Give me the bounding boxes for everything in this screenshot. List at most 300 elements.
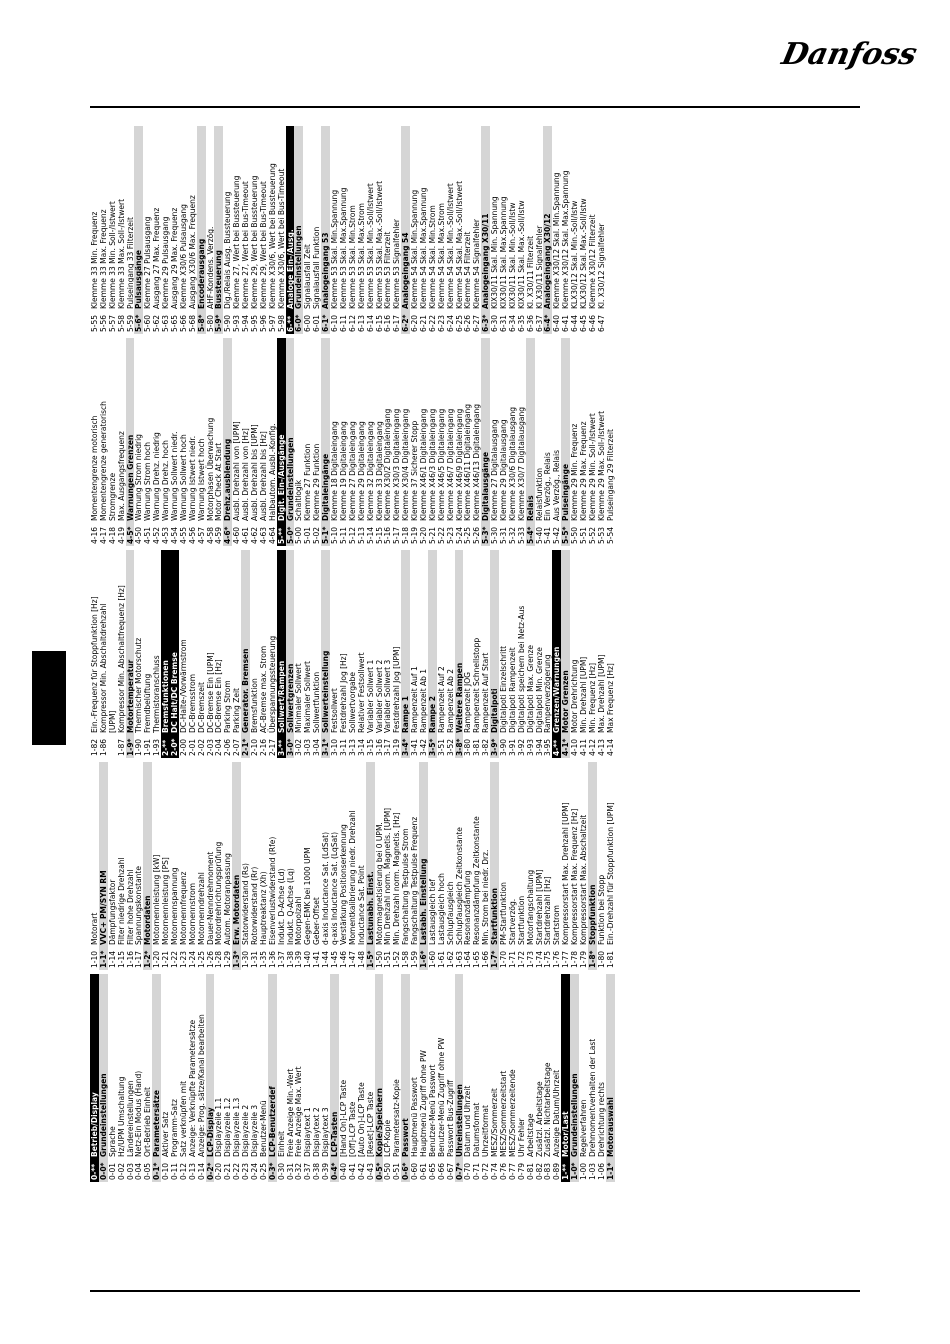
parameter-name: Kompressorstart Max. Frequenz [Hz] [570,808,580,945]
parameter-name: Klemme 54 Signalfehler [472,219,482,309]
parameter-row [419,974,428,1182]
parameter-row [597,126,606,334]
parameter-row [312,126,321,334]
parameter-row [188,550,197,758]
parameter-code: 5-15 [374,526,384,544]
parameter-name: Grundeinstellungen [285,437,295,521]
parameter-name: Displayzeile 1.2 [223,1097,233,1157]
parameter-code: 0-43 [365,1162,375,1180]
parameter-row [366,338,375,546]
parameter-row [170,338,179,546]
parameter-row [250,126,259,334]
parameter-name: Schlupfausgleich [445,881,455,945]
parameter-name: Thermistoranschluss [152,655,162,733]
parameter-group-header [268,974,277,1182]
parameter-code: 3-14 [356,738,366,756]
parameter-row [463,974,472,1182]
parameter-code: 5-21 [427,526,437,544]
parameter-row [588,550,597,758]
parameter-name: Rampe 1 [401,696,411,733]
parameter-code: 6-26 [463,314,473,332]
parameter-name: Digitalpoti Rampenzeit [507,647,517,733]
parameter-code: 6-24 [445,314,455,332]
parameter-row [535,762,544,970]
parameter-code: 6-22 [427,314,437,332]
parameter-code: 0-71 [472,1162,482,1180]
parameter-row [223,974,232,1182]
parameter-code: 1-6* [418,950,428,968]
parameter-name: Lastausgleich hoch [436,873,446,945]
parameter-row [330,762,339,970]
parameter-name: Klemme X30/12 Skal. Max.Spannung [561,170,571,309]
parameter-row [597,550,606,758]
parameter-code: 1-3* [232,950,242,968]
parameter-row [597,762,606,970]
parameter-row [321,762,330,970]
parameter-row [481,974,490,1182]
parameter-code: 6-41 [561,314,571,332]
parameter-group-header [490,550,499,758]
parameter-row [588,126,597,334]
parameter-row [294,762,303,970]
parameter-row [561,762,570,970]
parameter-code: 3-94 [534,738,544,756]
parameter-row [312,550,321,758]
parameter-row [134,762,143,970]
parameter-code: 6-36 [525,314,535,332]
parameter-code: 1-80 [596,950,606,968]
parameter-name: Autom. Motoranpassung [223,853,233,945]
parameter-code: 3-4* [401,738,411,756]
parameter-name: Funktion bei Stopp [596,874,606,945]
parameter-code: 2-04 [214,738,224,756]
parameter-row [197,762,206,970]
parameter-code: 4-1* [561,738,571,756]
parameter-name: Startdrehzahl [UPM] [534,869,544,945]
parameter-code: 5-01 [303,526,313,544]
parameter-name: Startfunktion [516,895,526,945]
parameter-row [375,126,384,334]
parameter-code: 0-13 [187,1162,197,1180]
parameter-code: 0-76 [498,1162,508,1180]
parameter-code: 4-10 [570,738,580,756]
parameter-code: 6-25 [454,314,464,332]
parameter-name: Klemme 53 Filterzeit [383,231,393,309]
parameter-name: Schaltlogik [294,479,304,521]
parameter-code: 6-** [285,315,295,332]
parameter-code: 0-51 [392,1162,402,1180]
parameter-row [90,762,99,970]
parameter-name: [UPM] [107,710,117,733]
parameter-group-header [543,126,552,334]
parameter-name: Satz verknüpfen mit [178,1080,188,1157]
parameter-row [508,338,517,546]
parameter-name: Fangschaltung Testpulse Strom [401,828,411,945]
parameter-row [455,338,464,546]
parameter-row [339,550,348,758]
parameter-code: 1-23 [178,950,188,968]
parameter-name: Klemme 27, Wert bei Bussteuerung [232,175,242,309]
parameter-row [499,762,508,970]
parameter-code: 1-44 [321,950,331,968]
parameter-row [526,126,535,334]
parameter-code: 1-70 [498,950,508,968]
parameter-name: Kl. X30/11 Filterzeit [525,235,535,309]
parameter-row [499,338,508,546]
parameter-code: 5-53 [596,526,606,544]
parameter-name: Generator. Bremsen [241,648,251,733]
parameter-name: Warnung Istwert hoch [196,438,206,521]
parameter-code: 3-16 [374,738,384,756]
parameter-name: Warnung Strom niedrig [134,434,144,521]
parameter-code: 6-12 [347,314,357,332]
parameter-row [570,762,579,970]
parameter-row [259,338,268,546]
parameter-row [526,762,535,970]
parameter-code: 4-16 [90,526,99,544]
parameter-name: Variabler Sollwert 3 [383,659,393,733]
parameter-name: Sollwertgrenzen [285,663,295,733]
parameter-name: Klemme X30/6, Wert bei Bus-Timeout [276,168,286,309]
parameter-code: 0-5* [374,1162,384,1180]
parameter-code: 1-58 [401,950,411,968]
parameter-code: 0-21 [223,1162,233,1180]
parameter-group-header [214,126,223,334]
parameter-code: 4-59 [214,526,224,544]
parameter-name: Programm-Satz [170,1099,180,1157]
parameter-name: Rampenzeit Auf 1 [410,666,420,733]
parameter-code: 5-95 [250,314,260,332]
parameter-code: 0-10 [161,1162,171,1180]
parameter-code: 0-6* [401,1162,411,1180]
parameter-row [526,974,535,1182]
parameter-name: AC-Bremse max. Strom [258,645,268,733]
parameter-code: 4-63 [258,526,268,544]
parameter-name: Warnung Drehz. niedrig [152,432,162,521]
parameter-name: Lastabh. Einstellung [418,858,428,945]
parameter-code: 0-01 [107,1162,117,1180]
parameter-row [357,762,366,970]
parameter-name: Min. Drehzahl norm. Magnetis. [Hz] [392,812,402,945]
parameter-row [206,126,215,334]
parameter-name: Motornennleistung [kW] [152,854,162,945]
parameter-row [259,126,268,334]
parameter-row [214,338,223,546]
parameter-row [463,550,472,758]
parameter-code: 1-47 [347,950,357,968]
parameter-name: [Reset]-LCP Taste [365,1091,375,1157]
parameter-code: 2-0* [170,738,180,756]
parameter-name: Displayzeile 1.1 [214,1097,224,1157]
parameter-code: 5-33 [516,526,526,544]
parameter-group-header [126,338,135,546]
parameter-row [339,762,348,970]
parameter-code: 5-26 [472,526,482,544]
parameter-code: 6-35 [516,314,526,332]
parameter-name: Klemme 54 Skal. Max.Strom [436,203,446,309]
parameter-row [312,762,321,970]
parameter-row [143,338,152,546]
parameter-row [259,974,268,1182]
parameter-name: Regelverfahren [578,1099,588,1157]
parameter-code: 6-10 [330,314,340,332]
parameter-code: 2-01 [187,738,197,756]
parameter-name: Motornenndrehzahl [196,872,206,945]
parameter-name: Kl X30/11 Signalfehler [534,225,544,309]
parameter-name: Motor/Last [561,1111,571,1157]
parameter-name: Klemme 53 Signalfehler [392,219,402,309]
parameter-code: 4-64 [267,526,277,544]
parameter-code: 0-77 [507,1162,517,1180]
parameter-name: Stromgrenze [107,472,117,521]
parameter-row [152,762,161,970]
parameter-code: 0-37 [303,1162,313,1180]
parameter-row [508,126,517,334]
parameter-overview-table [90,122,860,1182]
table-column-1 [90,974,860,1182]
parameter-code: 1-0* [570,1162,580,1180]
parameter-name: Klemme X30/3 Digitaleingang [392,408,402,521]
parameter-row [108,338,117,546]
parameter-code: 3-19 [392,738,402,756]
parameter-code: 1-90 [134,738,144,756]
parameter-code: 1-46 [338,950,348,968]
parameter-name: LCP-Tasten [330,1111,340,1157]
parameter-code: 6-0* [294,314,304,332]
parameter-name: Digitalpoti [490,688,500,733]
parameter-row [161,338,170,546]
parameter-name: Max. Ausgangsfrequenz [116,431,126,521]
parameter-code: 1-22 [170,950,180,968]
parameter-code: 6-01 [312,314,322,332]
parameter-code: 1-36 [267,950,277,968]
parameter-row [543,974,552,1182]
parameter-name: Sollwertfunktion [312,671,322,733]
parameter-name: Pulseingang 29 Filterzeit [605,429,615,521]
parameter-name: Digitaleingänge [321,453,331,521]
parameter-code: 1-** [561,1163,571,1180]
parameter-row [250,338,259,546]
parameter-code: 2-16 [258,738,268,756]
parameter-row [197,974,206,1182]
parameter-group-header [197,126,206,334]
parameter-row [383,762,392,970]
parameter-code: 5-56 [98,314,108,332]
table-column-3 [90,550,860,758]
parameter-name: Min Drehzahl norm. Magnetis. [UPM] [383,807,393,945]
parameter-name: Startdrehzahl [Hz] [543,876,553,945]
parameter-row [99,338,108,546]
parameter-code: 1-41 [312,950,322,968]
parameter-code: 0-66 [436,1162,446,1180]
parameter-group-header [321,550,330,758]
parameter-row [179,974,188,1182]
parameter-code: 1-87 [116,738,126,756]
parameter-group-header [366,762,375,970]
parameter-name: Klemme 53 Skal. Max.Spannung [338,187,348,309]
parameter-code: 1-76 [552,950,562,968]
parameter-code: 5-40 [534,526,544,544]
parameter-name: Kompressor Min. Abschaltdrehzahl [98,603,108,733]
parameter-row [206,338,215,546]
parameter-code: 1-60 [427,950,437,968]
parameter-name: Klemme 29 Max. Frequenz [578,421,588,521]
parameter-code: 1-21 [161,950,171,968]
parameter-code: 2-06 [223,738,233,756]
parameter-code: 0-22 [232,1162,242,1180]
parameter-name: Netz-Ein Modus (Hand) [134,1070,144,1157]
parameter-name: Digit. Ein-/Ausgänge [276,434,286,521]
parameter-code: 4-52 [152,526,162,544]
parameter-row [117,126,126,334]
parameter-name: Displayzeile 1.3 [232,1097,242,1157]
parameter-code: 4-57 [196,526,206,544]
parameter-code: 1-31 [250,950,260,968]
parameter-name: LCP-Display [205,1107,215,1157]
parameter-name: Festdrehzahl Jog [UPM] [392,646,402,733]
parameter-code: 1-48 [356,950,366,968]
parameter-name: Datum und Uhrzeit [463,1085,473,1157]
parameter-row [552,338,561,546]
parameter-row [579,974,588,1182]
parameter-code: 1-7* [490,950,500,968]
parameter-name: Grundeinstellungen [294,225,304,309]
parameter-row [437,550,446,758]
parameter-row [348,762,357,970]
parameter-row [570,126,579,334]
parameter-code: 5-0* [285,526,295,544]
parameter-code: 2-1* [241,738,251,756]
parameter-code: 4-58 [205,526,215,544]
parameter-code: 0-40 [338,1162,348,1180]
parameter-code: 0-23 [241,1162,251,1180]
parameter-code: 0-** [90,1163,99,1180]
parameter-row [143,974,152,1182]
parameter-name: Drehz.ausblendung [223,438,233,521]
parameter-row [472,550,481,758]
parameter-name: Zusätzl. Nichtarbeitstage [543,1062,553,1157]
parameter-name: Hz/UPM Umschaltung [116,1076,126,1157]
parameter-row [259,550,268,758]
parameter-row [126,762,135,970]
parameter-code: 0-79 [516,1162,526,1180]
parameter-code: 4-6* [223,526,233,544]
parameter-row [99,126,108,334]
parameter-name: Motor Drehrichtung [570,659,580,733]
parameter-name: Klemme X46/11 Digitaleingang [463,403,473,521]
parameter-name: Klemme 54 Skal. Min.Strom [427,205,437,309]
parameter-name: DC-Bremszeit [196,682,206,733]
parameter-row [570,338,579,546]
parameter-code: 5-58 [116,314,126,332]
parameter-group-header [223,338,232,546]
parameter-code: 5-00 [294,526,304,544]
parameter-name: Rampenzeit Schnellstopp [472,637,482,733]
table-column-5 [90,126,860,334]
parameter-code: 5-65 [170,314,180,332]
parameter-code: 3-10 [330,738,340,756]
parameter-code: 1-14 [107,950,117,968]
parameter-row [410,550,419,758]
parameter-name: Klemme 53 Skal. Max.-Soll/Istwert [374,180,384,309]
parameter-name: Aktiver Satz [161,1111,171,1157]
parameter-name: Dig./Relais Ausg. Bussteuerung [223,191,233,309]
parameter-row [108,126,117,334]
parameter-row [117,550,126,758]
parameter-code: 1-73 [525,950,535,968]
parameter-row [472,126,481,334]
parameter-code: 6-17 [392,314,402,332]
parameter-row [330,338,339,546]
parameter-code: 5-8* [196,314,206,332]
parameter-name: Klemme X30/12 Filterzeit [587,214,597,309]
parameter-name: Displayzeile 3 [250,1104,260,1157]
parameter-code: 5-3* [481,526,491,544]
parameter-row [277,126,286,334]
parameter-row [339,974,348,1182]
parameter-name: Passwort Bus-Zugriff [445,1079,455,1157]
parameter-name: Uhreinstellungen [454,1084,464,1157]
parameter-code: 0-61 [418,1162,428,1180]
parameter-name: Klemme 37 Sicherer Stopp [410,420,420,521]
parameter-group-header [99,974,108,1182]
parameter-code: 1-61 [436,950,446,968]
parameter-code: 5-55 [90,314,99,332]
parameter-group-header [481,338,490,546]
parameter-name: Ort-Betrieb Einheit [143,1087,153,1157]
parameter-name: Ländereinstellungen [125,1080,135,1157]
parameter-name: Stoppfunktion [587,884,597,945]
parameter-code: 5-94 [241,314,251,332]
parameter-code: 4-19 [116,526,126,544]
parameter-row [455,762,464,970]
parameter-name: Klemme 27, Wert bei Bus-Timeout [241,181,251,309]
parameter-row [134,550,143,758]
parameter-row [535,550,544,758]
parameter-code: 0-39 [321,1162,331,1180]
parameter-code: 0-74 [490,1162,500,1180]
parameter-code: 3-81 [472,738,482,756]
parameter-code: 1-38 [285,950,295,968]
parameter-name: Motordrehrichtungsprüfung [214,841,224,945]
parameter-code: 1-50 [374,950,384,968]
parameter-name: Aus Verzög., Relais [552,449,562,521]
parameter-row [268,550,277,758]
parameter-code: 3-51 [436,738,446,756]
parameter-code: 6-14 [365,314,375,332]
parameter-group-header [606,974,615,1182]
parameter-code: 3-91 [507,738,517,756]
parameter-row [499,550,508,758]
parameter-row [499,126,508,334]
parameter-group-header [428,550,437,758]
parameter-name: MESZ/Sommerzeitstart [498,1070,508,1157]
parameter-name: Hauptmenü Zugriff ohne PW [418,1050,428,1157]
parameter-row [339,126,348,334]
parameter-code: 0-65 [427,1162,437,1180]
parameter-code: 1-64 [463,950,473,968]
parameter-name: Rampenzeit Auf 2 [436,666,446,733]
parameter-name: Pulsausgänge [134,250,144,309]
parameter-row [99,550,108,758]
parameter-code: 5-31 [498,526,508,544]
parameter-name: Filter niedrige Drehzahl [116,857,126,945]
parameter-code: 6-13 [356,314,366,332]
parameter-code: 2-03 [205,738,215,756]
parameter-name: Sollwerteinstellung [321,650,331,733]
parameter-name: Klemme 33 Min. Soll-/Istwert [107,201,117,309]
parameter-code: 4-11 [578,738,588,756]
